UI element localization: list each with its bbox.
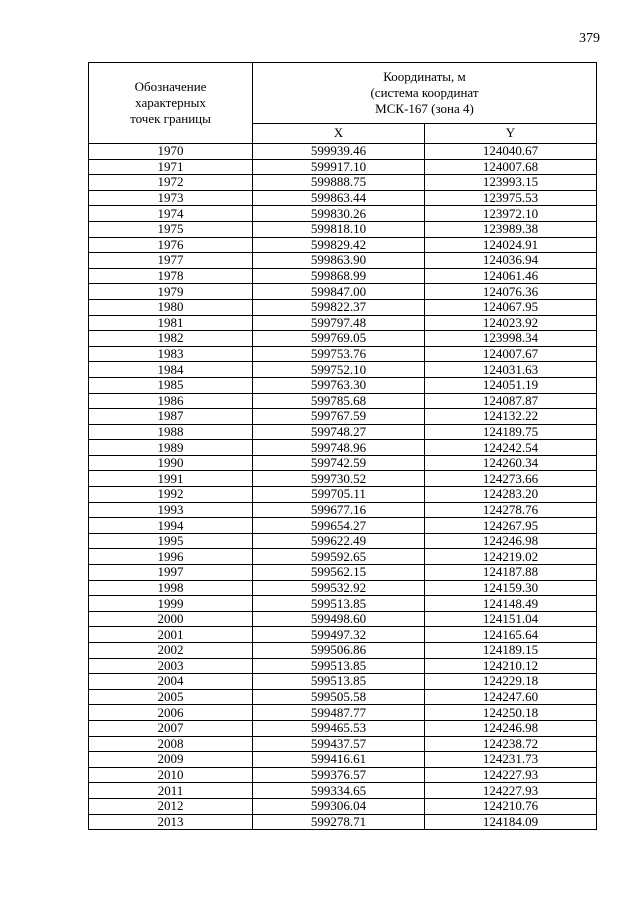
point-id-cell: 1994 bbox=[89, 518, 253, 534]
table-row bbox=[89, 377, 597, 393]
x-coordinate-cell: 599785.68 bbox=[253, 393, 425, 409]
table-row bbox=[89, 144, 597, 160]
y-coordinate-cell: 124023.92 bbox=[425, 315, 597, 331]
point-id-cell: 1986 bbox=[89, 393, 253, 409]
x-coordinate-cell: 599677.16 bbox=[253, 502, 425, 518]
point-id-cell: 2008 bbox=[89, 736, 253, 752]
y-coordinate-cell: 124184.09 bbox=[425, 814, 597, 830]
table-row bbox=[89, 658, 597, 674]
point-id-cell: 1996 bbox=[89, 549, 253, 565]
x-coordinate-cell: 599498.60 bbox=[253, 611, 425, 627]
y-coordinate-cell: 124051.19 bbox=[425, 377, 597, 393]
table-row bbox=[89, 424, 597, 440]
x-coordinate-cell: 599730.52 bbox=[253, 471, 425, 487]
x-coordinate-cell: 599888.75 bbox=[253, 175, 425, 191]
table-row bbox=[89, 253, 597, 269]
table-row bbox=[89, 206, 597, 222]
x-coordinate-cell: 599437.57 bbox=[253, 736, 425, 752]
x-coordinate-cell: 599863.44 bbox=[253, 190, 425, 206]
header-x: X bbox=[253, 123, 425, 143]
table-row bbox=[89, 705, 597, 721]
table-row bbox=[89, 268, 597, 284]
y-coordinate-cell: 124159.30 bbox=[425, 580, 597, 596]
point-id-cell: 2012 bbox=[89, 798, 253, 814]
point-id-cell: 2010 bbox=[89, 767, 253, 783]
x-coordinate-cell: 599705.11 bbox=[253, 487, 425, 503]
x-coordinate-cell: 599822.37 bbox=[253, 299, 425, 315]
x-coordinate-cell: 599592.65 bbox=[253, 549, 425, 565]
point-id-cell: 1976 bbox=[89, 237, 253, 253]
point-id-cell: 1980 bbox=[89, 299, 253, 315]
y-coordinate-cell: 124246.98 bbox=[425, 720, 597, 736]
header-designation-line-2: характерных bbox=[135, 95, 206, 110]
x-coordinate-cell: 599829.42 bbox=[253, 237, 425, 253]
table-row bbox=[89, 689, 597, 705]
point-id-cell: 2006 bbox=[89, 705, 253, 721]
point-id-cell: 2004 bbox=[89, 674, 253, 690]
point-id-cell: 1971 bbox=[89, 159, 253, 175]
point-id-cell: 1999 bbox=[89, 596, 253, 612]
header-point-designation bbox=[89, 63, 253, 144]
header-designation-line-1: Обозначение bbox=[134, 79, 207, 94]
point-id-cell: 1989 bbox=[89, 440, 253, 456]
table-row bbox=[89, 674, 597, 690]
x-coordinate-cell: 599748.96 bbox=[253, 440, 425, 456]
y-coordinate-cell: 124238.72 bbox=[425, 736, 597, 752]
x-coordinate-cell: 599863.90 bbox=[253, 253, 425, 269]
x-coordinate-cell: 599532.92 bbox=[253, 580, 425, 596]
y-coordinate-cell: 124227.93 bbox=[425, 783, 597, 799]
table-row bbox=[89, 331, 597, 347]
x-coordinate-cell: 599767.59 bbox=[253, 409, 425, 425]
point-id-cell: 1979 bbox=[89, 284, 253, 300]
y-coordinate-cell: 124189.75 bbox=[425, 424, 597, 440]
table-row bbox=[89, 752, 597, 768]
header-coords-line-3: МСК-167 (зона 4) bbox=[375, 100, 474, 116]
y-coordinate-cell: 124229.18 bbox=[425, 674, 597, 690]
table-row bbox=[89, 284, 597, 300]
table-row bbox=[89, 315, 597, 331]
point-id-cell: 1987 bbox=[89, 409, 253, 425]
point-id-cell: 1995 bbox=[89, 533, 253, 549]
y-coordinate-cell: 123975.53 bbox=[425, 190, 597, 206]
x-coordinate-cell: 599306.04 bbox=[253, 798, 425, 814]
table-row bbox=[89, 190, 597, 206]
table-row bbox=[89, 221, 597, 237]
y-coordinate-cell: 124267.95 bbox=[425, 518, 597, 534]
y-coordinate-cell: 124036.94 bbox=[425, 253, 597, 269]
point-id-cell: 2011 bbox=[89, 783, 253, 799]
header-coordinates bbox=[253, 63, 597, 124]
y-coordinate-cell: 124061.46 bbox=[425, 268, 597, 284]
point-id-cell: 1981 bbox=[89, 315, 253, 331]
point-id-cell: 2007 bbox=[89, 720, 253, 736]
table-row bbox=[89, 502, 597, 518]
y-coordinate-cell: 124273.66 bbox=[425, 471, 597, 487]
y-coordinate-cell: 124210.76 bbox=[425, 798, 597, 814]
table-row bbox=[89, 798, 597, 814]
table-row bbox=[89, 549, 597, 565]
point-id-cell: 1988 bbox=[89, 424, 253, 440]
table-row bbox=[89, 627, 597, 643]
header-coords-line-2: (система координат bbox=[370, 84, 479, 100]
y-coordinate-cell: 124242.54 bbox=[425, 440, 597, 456]
table-row bbox=[89, 362, 597, 378]
y-coordinate-cell: 124187.88 bbox=[425, 565, 597, 581]
point-id-cell: 2003 bbox=[89, 658, 253, 674]
point-id-cell: 1975 bbox=[89, 221, 253, 237]
x-coordinate-cell: 599830.26 bbox=[253, 206, 425, 222]
point-id-cell: 1985 bbox=[89, 377, 253, 393]
coordinates-table bbox=[88, 62, 597, 830]
table-row bbox=[89, 440, 597, 456]
table-row bbox=[89, 346, 597, 362]
y-coordinate-cell: 124278.76 bbox=[425, 502, 597, 518]
x-coordinate-cell: 599562.15 bbox=[253, 565, 425, 581]
point-id-cell: 1993 bbox=[89, 502, 253, 518]
table-row bbox=[89, 487, 597, 503]
table-row bbox=[89, 471, 597, 487]
table-row bbox=[89, 455, 597, 471]
y-coordinate-cell: 124247.60 bbox=[425, 689, 597, 705]
x-coordinate-cell: 599752.10 bbox=[253, 362, 425, 378]
point-id-cell: 1974 bbox=[89, 206, 253, 222]
x-coordinate-cell: 599818.10 bbox=[253, 221, 425, 237]
y-coordinate-cell: 123998.34 bbox=[425, 331, 597, 347]
y-coordinate-cell: 124031.63 bbox=[425, 362, 597, 378]
point-id-cell: 1977 bbox=[89, 253, 253, 269]
point-id-cell: 1982 bbox=[89, 331, 253, 347]
x-coordinate-cell: 599487.77 bbox=[253, 705, 425, 721]
table-row bbox=[89, 175, 597, 191]
table-row bbox=[89, 533, 597, 549]
page-number: 379 bbox=[579, 31, 600, 46]
x-coordinate-cell: 599278.71 bbox=[253, 814, 425, 830]
x-coordinate-cell: 599513.85 bbox=[253, 658, 425, 674]
y-coordinate-cell: 124250.18 bbox=[425, 705, 597, 721]
header-y: Y bbox=[425, 123, 597, 143]
table-row bbox=[89, 736, 597, 752]
y-coordinate-cell: 124132.22 bbox=[425, 409, 597, 425]
point-id-cell: 1990 bbox=[89, 455, 253, 471]
y-coordinate-cell: 124189.15 bbox=[425, 643, 597, 659]
table-row bbox=[89, 565, 597, 581]
table-header bbox=[89, 63, 597, 144]
y-coordinate-cell: 124148.49 bbox=[425, 596, 597, 612]
point-id-cell: 1983 bbox=[89, 346, 253, 362]
x-coordinate-cell: 599917.10 bbox=[253, 159, 425, 175]
header-designation-line-3: точек границы bbox=[130, 111, 211, 126]
x-coordinate-cell: 599497.32 bbox=[253, 627, 425, 643]
x-coordinate-cell: 599416.61 bbox=[253, 752, 425, 768]
y-coordinate-cell: 124007.67 bbox=[425, 346, 597, 362]
x-coordinate-cell: 599506.86 bbox=[253, 643, 425, 659]
table-row bbox=[89, 767, 597, 783]
x-coordinate-cell: 599376.57 bbox=[253, 767, 425, 783]
y-coordinate-cell: 124231.73 bbox=[425, 752, 597, 768]
table-row bbox=[89, 159, 597, 175]
point-id-cell: 1998 bbox=[89, 580, 253, 596]
point-id-cell: 1991 bbox=[89, 471, 253, 487]
x-coordinate-cell: 599513.85 bbox=[253, 596, 425, 612]
y-coordinate-cell: 124151.04 bbox=[425, 611, 597, 627]
table-row bbox=[89, 611, 597, 627]
point-id-cell: 1992 bbox=[89, 487, 253, 503]
y-coordinate-cell: 123989.38 bbox=[425, 221, 597, 237]
point-id-cell: 2002 bbox=[89, 643, 253, 659]
table-row bbox=[89, 814, 597, 830]
y-coordinate-cell: 123993.15 bbox=[425, 175, 597, 191]
table-row bbox=[89, 409, 597, 425]
table-row bbox=[89, 299, 597, 315]
table-row bbox=[89, 518, 597, 534]
x-coordinate-cell: 599742.59 bbox=[253, 455, 425, 471]
header-coords-line-1: Координаты, м bbox=[383, 68, 466, 84]
x-coordinate-cell: 599763.30 bbox=[253, 377, 425, 393]
x-coordinate-cell: 599769.05 bbox=[253, 331, 425, 347]
table-row bbox=[89, 643, 597, 659]
point-id-cell: 2013 bbox=[89, 814, 253, 830]
y-coordinate-cell: 124165.64 bbox=[425, 627, 597, 643]
point-id-cell: 2005 bbox=[89, 689, 253, 705]
y-coordinate-cell: 124024.91 bbox=[425, 237, 597, 253]
point-id-cell: 1984 bbox=[89, 362, 253, 378]
x-coordinate-cell: 599797.48 bbox=[253, 315, 425, 331]
x-coordinate-cell: 599868.99 bbox=[253, 268, 425, 284]
x-coordinate-cell: 599748.27 bbox=[253, 424, 425, 440]
x-coordinate-cell: 599513.85 bbox=[253, 674, 425, 690]
y-coordinate-cell: 124227.93 bbox=[425, 767, 597, 783]
table-row bbox=[89, 596, 597, 612]
table-row bbox=[89, 580, 597, 596]
point-id-cell: 1978 bbox=[89, 268, 253, 284]
table-row bbox=[89, 237, 597, 253]
y-coordinate-cell: 124087.87 bbox=[425, 393, 597, 409]
y-coordinate-cell: 124076.36 bbox=[425, 284, 597, 300]
y-coordinate-cell: 123972.10 bbox=[425, 206, 597, 222]
point-id-cell: 2009 bbox=[89, 752, 253, 768]
table-row bbox=[89, 783, 597, 799]
point-id-cell: 1972 bbox=[89, 175, 253, 191]
x-coordinate-cell: 599622.49 bbox=[253, 533, 425, 549]
x-coordinate-cell: 599939.46 bbox=[253, 144, 425, 160]
table-row bbox=[89, 393, 597, 409]
y-coordinate-cell: 124283.20 bbox=[425, 487, 597, 503]
point-id-cell: 2000 bbox=[89, 611, 253, 627]
table-body bbox=[89, 144, 597, 830]
y-coordinate-cell: 124246.98 bbox=[425, 533, 597, 549]
x-coordinate-cell: 599334.65 bbox=[253, 783, 425, 799]
y-coordinate-cell: 124040.67 bbox=[425, 144, 597, 160]
y-coordinate-cell: 124219.02 bbox=[425, 549, 597, 565]
table-row bbox=[89, 720, 597, 736]
x-coordinate-cell: 599753.76 bbox=[253, 346, 425, 362]
x-coordinate-cell: 599847.00 bbox=[253, 284, 425, 300]
y-coordinate-cell: 124210.12 bbox=[425, 658, 597, 674]
x-coordinate-cell: 599505.58 bbox=[253, 689, 425, 705]
y-coordinate-cell: 124260.34 bbox=[425, 455, 597, 471]
point-id-cell: 1970 bbox=[89, 144, 253, 160]
point-id-cell: 1973 bbox=[89, 190, 253, 206]
point-id-cell: 2001 bbox=[89, 627, 253, 643]
y-coordinate-cell: 124067.95 bbox=[425, 299, 597, 315]
x-coordinate-cell: 599465.53 bbox=[253, 720, 425, 736]
y-coordinate-cell: 124007.68 bbox=[425, 159, 597, 175]
x-coordinate-cell: 599654.27 bbox=[253, 518, 425, 534]
point-id-cell: 1997 bbox=[89, 565, 253, 581]
